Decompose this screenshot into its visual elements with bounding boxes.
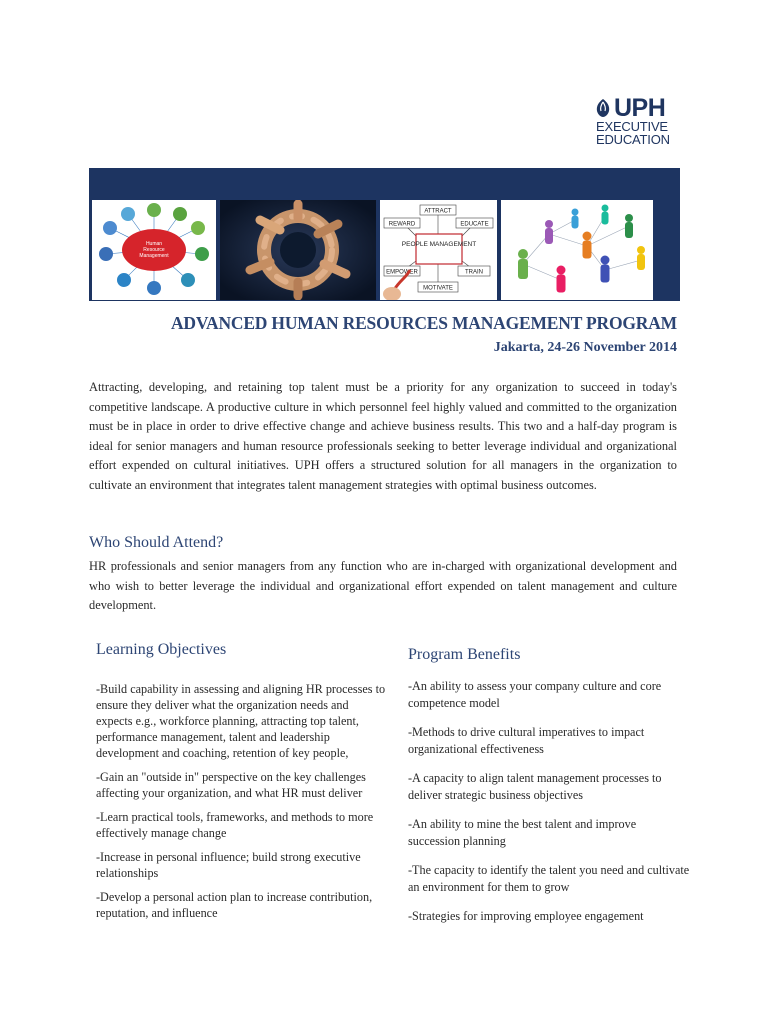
program-title: ADVANCED HUMAN RESOURCES MANAGEMENT PROGRAM — [170, 313, 677, 333]
list-item: -The capacity to identify the talent you need and cultivate an environment for them to grow — [408, 863, 690, 894]
people-management-diagram — [380, 200, 497, 300]
uph-logo — [594, 96, 684, 146]
logo-line-education: EDUCATION — [596, 132, 670, 147]
label-educate: EDUCATE — [460, 221, 489, 228]
list-item: -An ability to assess your company culture and core competence model — [408, 679, 662, 710]
list-item: -Learn practical tools, frameworks, and methods to more effectively manage change — [96, 810, 374, 840]
hrm-system-diagram — [92, 200, 216, 300]
learning-objectives-list — [96, 681, 386, 929]
hrm-center-label: Human Resource Management — [139, 241, 169, 259]
who-should-attend-heading: Who Should Attend? — [89, 534, 224, 551]
header-banner — [89, 168, 680, 301]
logo-line-executive: EXECUTIVE — [596, 119, 668, 134]
program-benefits-list — [408, 678, 690, 937]
label-reward: REWARD — [388, 221, 416, 228]
label-empower: EMPOWER — [386, 269, 418, 276]
learning-objectives-heading: Learning Objectives — [96, 641, 227, 658]
list-item: -Build capability in assessing and aligning HR processes to ensure they deliver what the organization needs and expects e.g., workforce planning, attracting top talent, performance management, talent and leadership development and coaching, retention of key people, — [96, 682, 386, 760]
list-item: -Methods to drive cultural imperatives to impact organizational effectiveness — [408, 725, 645, 756]
label-train: TRAIN — [465, 269, 483, 276]
program-benefits-heading: Program Benefits — [408, 646, 521, 663]
program-date-location: Jakarta, 24-26 November 2014 — [493, 340, 677, 355]
list-item: -Strategies for improving employee engagement — [408, 909, 644, 923]
label-motivate: MOTIVATE — [423, 285, 453, 292]
list-item: -A capacity to align talent management processes to deliver strategic business objectives — [408, 771, 662, 802]
list-item: -Gain an "outside in" perspective on the key challenges affecting your organization, and what HR must deliver — [96, 770, 366, 800]
people-management-center-label: PEOPLE MANAGEMENT — [401, 241, 477, 248]
list-item: -Develop a personal action plan to increase contribution, reputation, and influence — [96, 890, 373, 920]
who-should-attend-text: HR professionals and senior managers from any function who are in-charged with organizational development and who wish to better leverage the individual and organizational effort expended on talent management and culture development. — [89, 559, 677, 612]
logo-brand: UPH — [614, 94, 666, 122]
list-item: -Increase in personal influence; build strong executive relationships — [96, 850, 361, 880]
people-network-image — [501, 200, 653, 300]
uph-emblem-icon — [594, 98, 612, 118]
teamwork-hands-photo — [220, 200, 376, 300]
svg-text:PEOPLE MANAGEMENT — [402, 241, 476, 248]
label-attract: ATTRACT — [424, 208, 452, 215]
intro-paragraph: Attracting, developing, and retaining top talent must be a priority for any organization to succeed in today's competitive landscape. A productive culture in which personnel feel highly valued and committed to the organization must be in place in order to drive effective change and achieve business results. This two and a half-day program is ideal for senior managers and human resource professionals seeking to better leverage individual and organizational effort expended on cultural initiatives. UPH offers a structured solution for all managers in the organization to cultivate an environment that integrates talent management strategies with optimal business outcomes. — [89, 380, 677, 492]
list-item: -An ability to mine the best talent and improve succession planning — [408, 817, 637, 848]
